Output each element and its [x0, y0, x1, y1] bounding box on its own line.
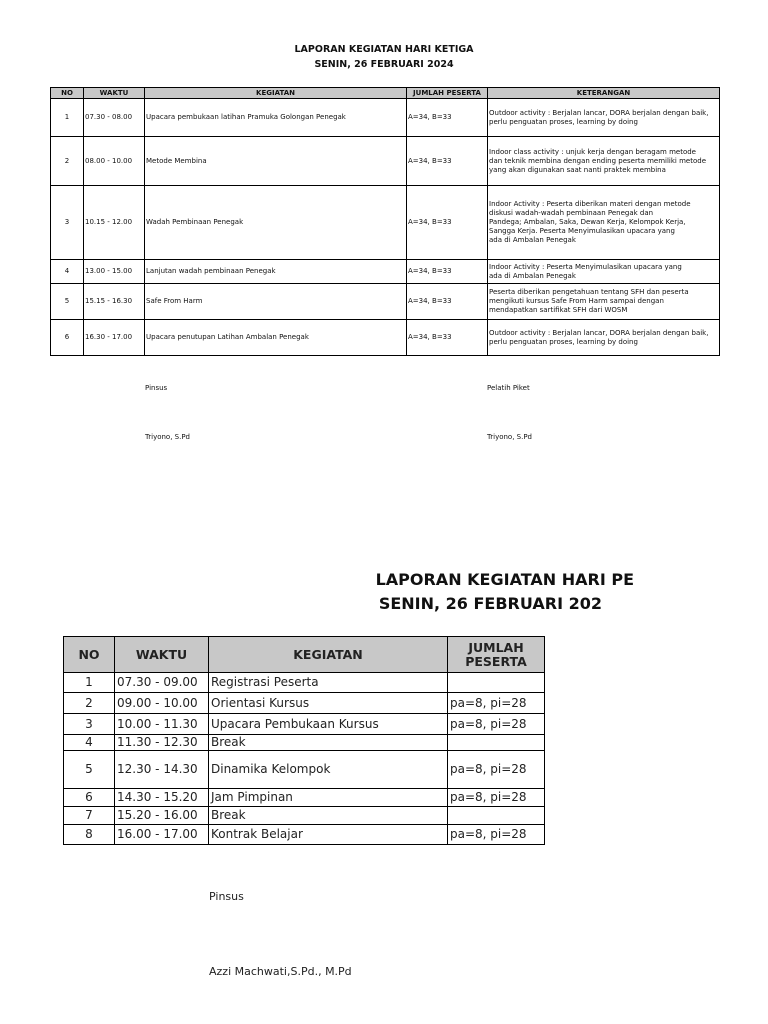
report1-header-row — [51, 88, 720, 99]
keterangan-line: diskusi wadah-wadah pembinaan Penegak dan — [489, 209, 654, 217]
report1-date: SENIN, 26 FEBRUARI 2024 — [314, 59, 454, 70]
cell-keterangan — [488, 186, 720, 260]
cell-no: 5 — [51, 284, 84, 320]
cell-kegiatan: Upacara pembukaan latihan Pramuka Golongan Penegak — [145, 99, 407, 137]
keterangan-line: Indoor Activity : Peserta Menyimulasikan upacara yang — [489, 262, 682, 271]
header-no: NO — [64, 637, 115, 673]
report1-table — [50, 87, 720, 356]
cell-waktu: 13.00 - 15.00 — [84, 260, 145, 284]
keterangan-line: Outdoor activity : Berjalan lancar, DORA berjalan dengan baik, — [489, 108, 709, 117]
table-row — [51, 99, 720, 137]
cell-waktu: 12.30 - 14.30 — [115, 751, 209, 789]
cell-kegiatan: Kontrak Belajar — [209, 825, 448, 845]
cell-waktu: 15.15 - 16.30 — [84, 284, 145, 320]
cell-keterangan — [488, 260, 720, 284]
cell-jumlah — [448, 735, 545, 751]
cell-kegiatan: Jam Pimpinan — [209, 789, 448, 807]
table-row — [64, 807, 545, 825]
cell-no: 4 — [51, 260, 84, 284]
table-row — [64, 693, 545, 714]
table-row — [64, 825, 545, 845]
cell-jumlah: pa=8, pi=28 — [448, 789, 545, 807]
cell-kegiatan: Wadah Pembinaan Penegak — [145, 186, 407, 260]
cell-waktu: 07.30 - 09.00 — [115, 673, 209, 693]
report1-left-role: Pinsus — [145, 384, 168, 392]
keterangan-line: Peserta diberikan pengetahuan tentang SFH dan peserta — [489, 288, 689, 296]
cell-jumlah: A=34, B=33 — [407, 186, 488, 260]
cell-jumlah: pa=8, pi=28 — [448, 714, 545, 735]
header-jumlah: JUMLAH PESERTA — [407, 88, 488, 99]
header-jumlah-line: JUMLAH — [468, 639, 524, 655]
cell-no: 6 — [51, 320, 84, 356]
keterangan-line: Outdoor activity : Berjalan lancar, DORA berjalan dengan baik, — [489, 328, 709, 337]
table-row — [64, 789, 545, 807]
header-kegiatan: KEGIATAN — [209, 637, 448, 673]
header-waktu: WAKTU — [115, 637, 209, 673]
keterangan-line: Pandega; Ambalan, Saka, Dewan Kerja, Kelompok Kerja, — [489, 218, 686, 226]
keterangan-line: Indoor Activity : Peserta diberikan materi dengan metode — [489, 200, 691, 208]
cell-waktu: 14.30 - 15.20 — [115, 789, 209, 807]
cell-jumlah: pa=8, pi=28 — [448, 693, 545, 714]
cell-kegiatan: Lanjutan wadah pembinaan Penegak — [145, 260, 407, 284]
cell-no: 2 — [51, 137, 84, 186]
cell-kegiatan: Upacara Pembukaan Kursus — [209, 714, 448, 735]
cell-jumlah: A=34, B=33 — [407, 137, 488, 186]
report2-role: Pinsus — [209, 890, 244, 903]
cell-no: 1 — [64, 673, 115, 693]
cell-no: 3 — [64, 714, 115, 735]
report2-name: Azzi Machwati,S.Pd., M.Pd — [209, 965, 352, 978]
report2-title: LAPORAN KEGIATAN HARI PE — [375, 570, 634, 589]
cell-kegiatan: Dinamika Kelompok — [209, 751, 448, 789]
report2-header-row — [64, 637, 545, 673]
cell-waktu: 11.30 - 12.30 — [115, 735, 209, 751]
report2-clip — [0, 560, 634, 860]
cell-jumlah: A=34, B=33 — [407, 320, 488, 356]
header-jumlah — [448, 637, 545, 673]
cell-waktu: 16.30 - 17.00 — [84, 320, 145, 356]
cell-waktu: 09.00 - 10.00 — [115, 693, 209, 714]
header-kegiatan: KEGIATAN — [145, 88, 407, 99]
cell-no: 7 — [64, 807, 115, 825]
keterangan-line: ada di Ambalan Penegak — [489, 236, 576, 244]
cell-no: 1 — [51, 99, 84, 137]
report2-date: SENIN, 26 FEBRUARI 202 — [378, 594, 602, 613]
cell-jumlah: A=34, B=33 — [407, 99, 488, 137]
table-row — [51, 186, 720, 260]
table-row — [51, 137, 720, 186]
cell-waktu: 10.00 - 11.30 — [115, 714, 209, 735]
cell-jumlah: pa=8, pi=28 — [448, 825, 545, 845]
table-row — [64, 751, 545, 789]
header-jumlah-line: PESERTA — [465, 653, 527, 669]
keterangan-line: Sangga Kerja. Peserta Menyimulasikan upacara yang — [489, 227, 675, 235]
header-waktu: WAKTU — [84, 88, 145, 99]
cell-kegiatan: Upacara penutupan Latihan Ambalan Penegak — [145, 320, 407, 356]
header-keterangan: KETERANGAN — [488, 88, 720, 99]
cell-no: 2 — [64, 693, 115, 714]
report1-left-name: Triyono, S.Pd — [145, 433, 190, 441]
cell-waktu: 15.20 - 16.00 — [115, 807, 209, 825]
header-no: NO — [51, 88, 84, 99]
cell-waktu: 08.00 - 10.00 — [84, 137, 145, 186]
table-row — [51, 260, 720, 284]
cell-kegiatan: Break — [209, 807, 448, 825]
report1-right-name: Triyono, S.Pd — [487, 433, 532, 441]
table-row — [64, 714, 545, 735]
cell-jumlah — [448, 673, 545, 693]
report2-table — [63, 636, 545, 845]
cell-keterangan — [488, 99, 720, 137]
table-row — [64, 735, 545, 751]
cell-no: 5 — [64, 751, 115, 789]
table-row — [64, 673, 545, 693]
table-row — [51, 284, 720, 320]
cell-no: 3 — [51, 186, 84, 260]
cell-jumlah: pa=8, pi=28 — [448, 751, 545, 789]
keterangan-line: ada di Ambalan Penegak — [489, 271, 576, 280]
cell-waktu: 16.00 - 17.00 — [115, 825, 209, 845]
keterangan-line: perlu penguatan proses, learning by doing — [489, 117, 638, 126]
cell-jumlah: A=34, B=33 — [407, 260, 488, 284]
cell-jumlah — [448, 807, 545, 825]
keterangan-line: perlu penguatan proses, learning by doing — [489, 337, 638, 346]
keterangan-line: mendapatkan sartifikat SFH dari WOSM — [489, 306, 628, 314]
cell-keterangan — [488, 284, 720, 320]
cell-no: 6 — [64, 789, 115, 807]
cell-kegiatan: Safe From Harm — [145, 284, 407, 320]
keterangan-line: yang akan digunakan saat nanti praktek membina — [489, 165, 666, 174]
table-row — [51, 320, 720, 356]
cell-kegiatan: Orientasi Kursus — [209, 693, 448, 714]
cell-no: 8 — [64, 825, 115, 845]
report1-title: LAPORAN KEGIATAN HARI KETIGA — [294, 44, 474, 55]
cell-kegiatan: Registrasi Peserta — [209, 673, 448, 693]
cell-waktu: 07.30 - 08.00 — [84, 99, 145, 137]
cell-no: 4 — [64, 735, 115, 751]
cell-waktu: 10.15 - 12.00 — [84, 186, 145, 260]
report1-right-role: Pelatih Piket — [487, 384, 530, 392]
cell-kegiatan: Metode Membina — [145, 137, 407, 186]
cell-keterangan — [488, 320, 720, 356]
keterangan-line: mengikuti kursus Safe From Harm sampai dengan — [489, 297, 664, 305]
cell-kegiatan: Break — [209, 735, 448, 751]
keterangan-line: dan teknik membina dengan ending peserta memiliki metode — [489, 156, 707, 165]
cell-keterangan — [488, 137, 720, 186]
keterangan-line: Indoor class activity : unjuk kerja dengan beragam metode — [489, 147, 696, 156]
cell-jumlah: A=34, B=33 — [407, 284, 488, 320]
